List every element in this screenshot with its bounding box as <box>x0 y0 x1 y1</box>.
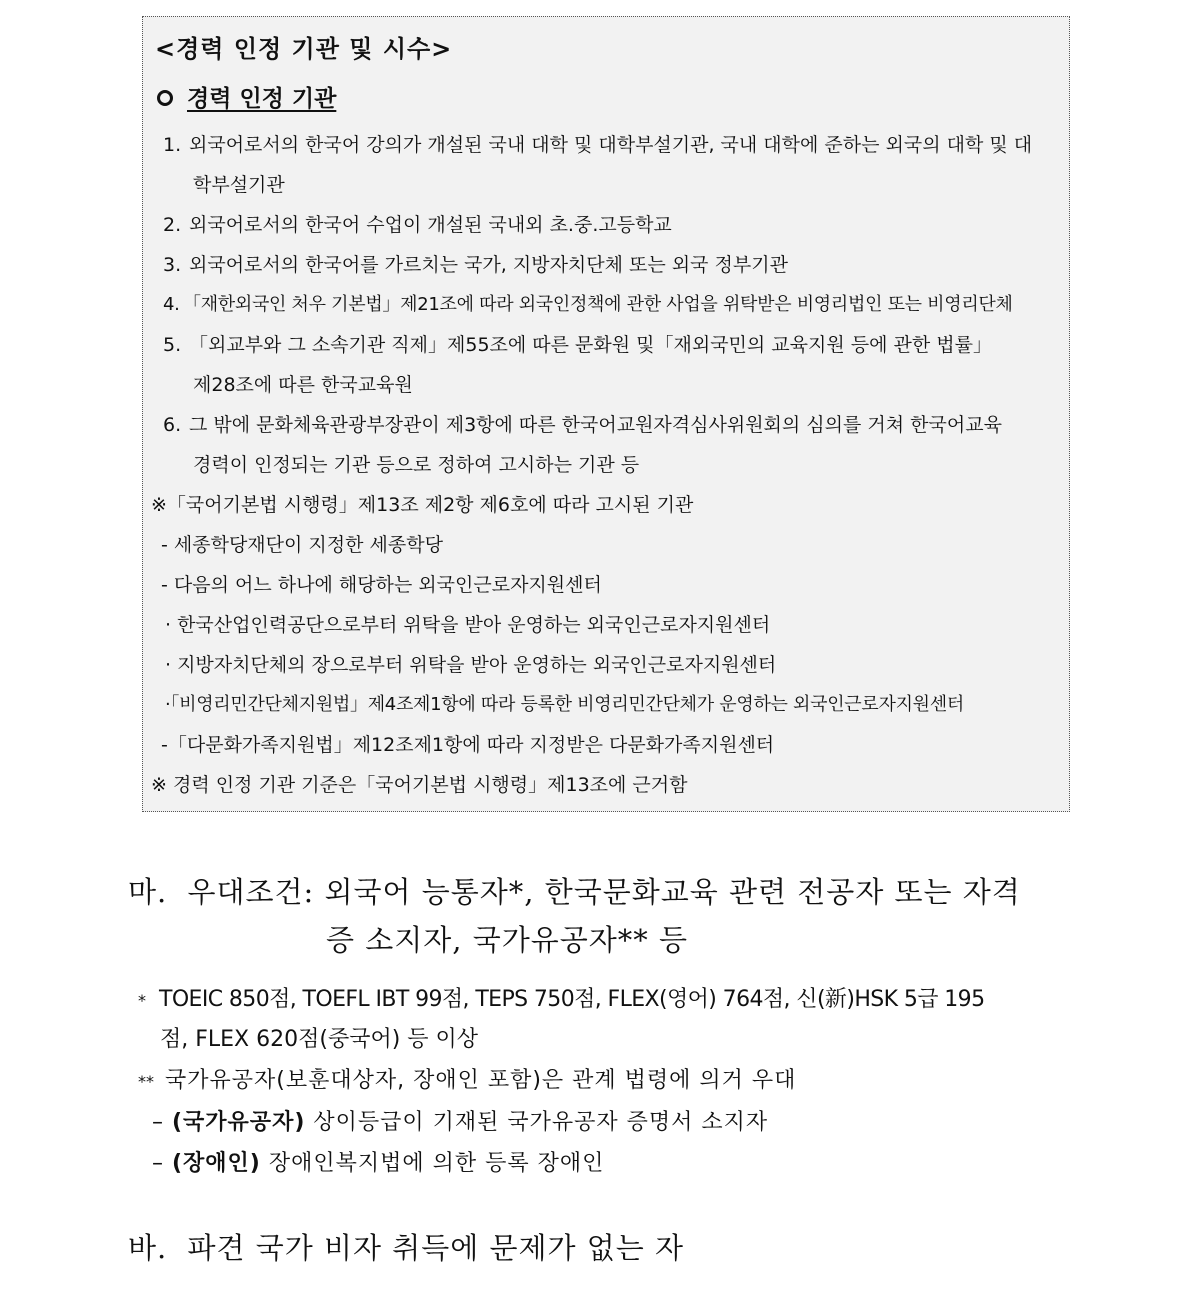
footnote-mark: * <box>138 991 146 1010</box>
note-line: ※ 경력 인정 기관 기준은「국어기본법 시행령」제13조에 근거함 <box>151 774 688 796</box>
list-item: 5. 「외교부와 그 소속기관 직제」제55조에 따른 문화원 및「재외국민의 교육지원 등에 관한 법률」 <box>163 334 992 356</box>
list-item-cont: 경력이 인정되는 기관 등으로 정하여 고시하는 기관 등 <box>193 454 640 476</box>
box-subtitle <box>157 87 336 111</box>
footnote-star2: ** 국가유공자(보훈대상자, 장애인 포함)은 관계 법령에 의거 우대 <box>138 1068 797 1093</box>
footnote-star1: * TOEIC 850점, TOEFL IBT 99점, TEPS 750점, FLEX(영어) 764점, 신(新)HSK 5급 195 <box>138 987 985 1012</box>
list-item-cont: 학부설기관 <box>193 174 285 196</box>
note-line: ※「국어기본법 시행령」제13조 제2항 제6호에 따라 고시된 기관 <box>151 494 694 516</box>
note-line: · 한국산업인력공단으로부터 위탁을 받아 운영하는 외국인근로자지원센터 <box>165 614 771 636</box>
list-item: 3. 외국어로서의 한국어를 가르치는 국가, 지방자치단체 또는 외국 정부기관 <box>163 254 788 276</box>
section-ba-label: 바. <box>128 1231 168 1265</box>
note-line: - 세종학당재단이 지정한 세종학당 <box>161 534 443 556</box>
section-ma-line1 <box>128 870 1021 911</box>
institution-box <box>142 16 1070 812</box>
list-item: 2. 외국어로서의 한국어 수업이 개설된 국내외 초.중.고등학교 <box>163 214 672 236</box>
circle-bullet-icon <box>157 90 173 106</box>
list-item: 4. 「재한외국인 처우 기본법」제21조에 따라 외국인정책에 관한 사업을 위탁받은 비영리법인 또는 비영리단체 <box>163 294 1013 315</box>
section-ma-label: 마. <box>128 875 168 909</box>
note-line: - 다음의 어느 하나에 해당하는 외국인근로자지원센터 <box>161 574 602 596</box>
footnote-sub1: – (국가유공자) 상이등급이 기재된 국가유공자 증명서 소지자 <box>152 1110 769 1135</box>
list-item: 6. 그 밖에 문화체육관광부장관이 제3항에 따른 한국어교원자격심사위원회의 심의를 거쳐 한국어교육 <box>163 414 1002 436</box>
note-line: ·「비영리민간단체지원법」제4조제1항에 따라 등록한 비영리민간단체가 운영하는 외국인근로자지원센터 <box>165 694 964 715</box>
note-line: -「다문화가족지원법」제12조제1항에 따라 지정받은 다문화가족지원센터 <box>161 734 775 756</box>
section-ma-text: 우대조건: 외국어 능통자*, 한국문화교육 관련 전공자 또는 자격 <box>187 875 1021 909</box>
footnote-sub2: – (장애인) 장애인복지법에 의한 등록 장애인 <box>152 1151 605 1176</box>
section-ba-text: 파견 국가 비자 취득에 문제가 없는 자 <box>187 1231 684 1265</box>
list-item: 1. 외국어로서의 한국어 강의가 개설된 국내 대학 및 대학부설기관, 국내 대학에 준하는 외국의 대학 및 대 <box>163 134 1033 156</box>
footnote-star1-cont: 점, FLEX 620점(중국어) 등 이상 <box>160 1027 479 1052</box>
section-ma-line2: 증 소지자, 국가유공자** 등 <box>326 923 689 957</box>
note-line: · 지방자치단체의 장으로부터 위탁을 받아 운영하는 외국인근로자지원센터 <box>165 654 777 676</box>
section-ba <box>128 1226 684 1267</box>
list-item-cont: 제28조에 따른 한국교육원 <box>193 374 413 396</box>
box-title: <경력 인정 기관 및 시수> <box>155 35 453 63</box>
footnote-mark: ** <box>138 1072 154 1091</box>
box-subtitle-text: 경력 인정 기관 <box>187 86 337 112</box>
